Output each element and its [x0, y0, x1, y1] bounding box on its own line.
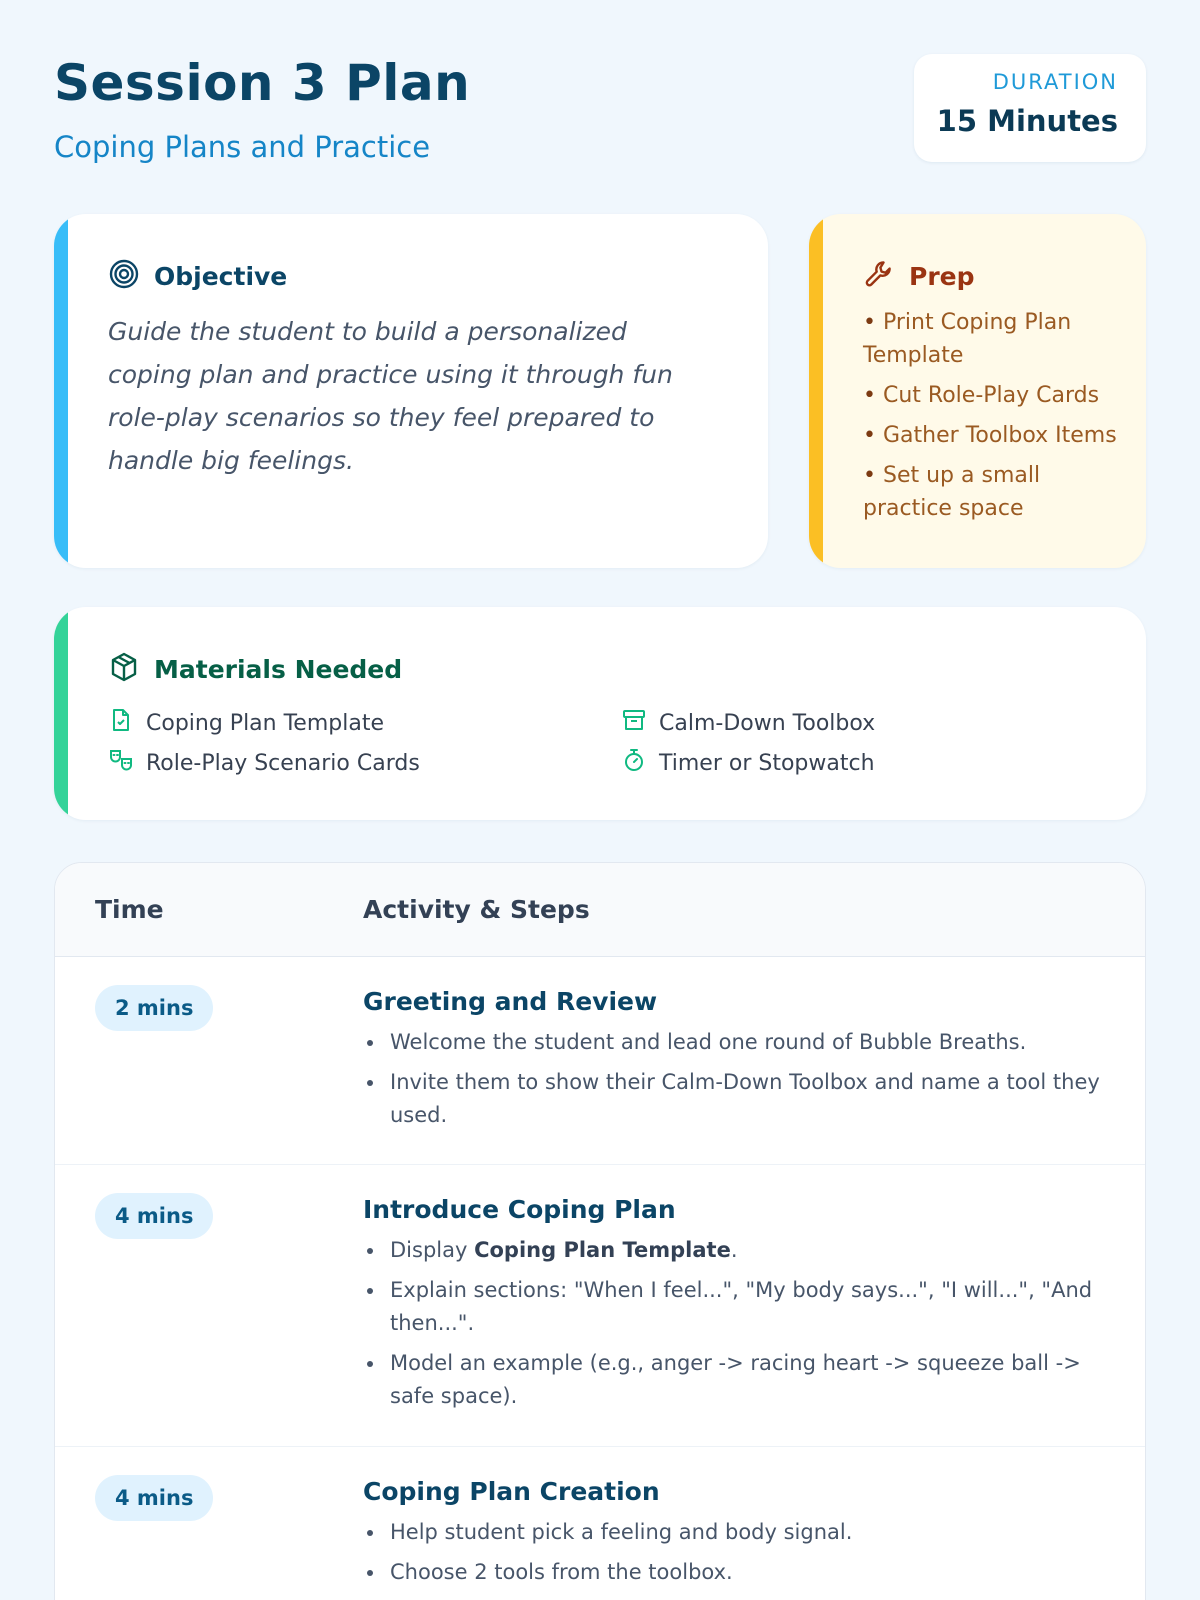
objective-text: Guide the student to build a personalized coping plan and practice using it through fun role-play scenarios so they feel prepared to handle big feelings.: [108, 317, 673, 475]
page-title: Session 3 Plan: [54, 54, 471, 112]
material-item: [621, 707, 1101, 739]
step-text: .: [730, 1238, 738, 1262]
time-pill: 2 mins: [95, 985, 213, 1031]
step-item: [363, 1234, 1103, 1267]
objective-heading: Objective: [154, 261, 288, 291]
step-item: Choose 2 tools from the toolbox.: [363, 1556, 1103, 1589]
box-icon: [108, 651, 140, 687]
step-item: Explain sections: "When I feel...", "My body says...", "I will...", "And then...".: [363, 1274, 1103, 1340]
column-header-activity: Activity & Steps: [363, 895, 590, 924]
activity-title: Coping Plan Creation: [363, 1477, 660, 1506]
step-item: Help student pick a feeling and body signal.: [363, 1516, 1103, 1549]
materials-heading: Materials Needed: [154, 654, 403, 684]
objective-header: [108, 258, 287, 294]
material-label: Coping Plan Template: [146, 710, 384, 736]
activity-title: Greeting and Review: [363, 987, 658, 1016]
materials-list: [108, 707, 1108, 779]
activity-table: [54, 862, 1146, 1600]
file-icon: [108, 707, 134, 739]
prep-item: • Cut Role-Play Cards: [863, 379, 1125, 412]
step-item: Invite them to show their Calm-Down Toolbox and name a tool they used.: [363, 1066, 1103, 1132]
step-list: [363, 1026, 1103, 1132]
step-list: [363, 1234, 1103, 1413]
prep-heading: Prep: [909, 261, 975, 291]
column-header-time: Time: [95, 895, 164, 924]
stopwatch-icon: [621, 747, 647, 779]
wrench-icon: [863, 258, 895, 294]
activity-cell: [363, 1447, 1103, 1589]
activity-cell: [363, 1165, 1103, 1413]
table-row: [55, 1165, 1145, 1447]
materials-card: [54, 607, 1146, 820]
page-subtitle: Coping Plans and Practice: [54, 130, 431, 164]
time-pill: 4 mins: [95, 1475, 213, 1521]
prep-item: • Print Coping Plan Template: [863, 306, 1125, 372]
prep-card: [809, 214, 1146, 568]
target-icon: [108, 258, 140, 294]
materials-header: [108, 651, 402, 687]
duration-label: DURATION: [992, 70, 1118, 94]
drama-masks-icon: [108, 747, 134, 779]
material-item: [108, 747, 621, 779]
step-list: [363, 1516, 1103, 1589]
step-text: Display: [390, 1238, 475, 1262]
table-row: [55, 1447, 1145, 1600]
activity-title: Introduce Coping Plan: [363, 1195, 676, 1224]
step-bold-text: Coping Plan Template: [474, 1238, 731, 1262]
step-item: Model an example (e.g., anger -> racing heart -> squeeze ball -> safe space).: [363, 1347, 1103, 1413]
prep-list: [863, 306, 1125, 532]
material-item: [621, 747, 1101, 779]
prep-item: • Gather Toolbox Items: [863, 419, 1125, 452]
prep-header: [863, 258, 975, 294]
material-label: Calm-Down Toolbox: [659, 710, 876, 736]
activity-cell: [363, 957, 1103, 1132]
step-item: Welcome the student and lead one round of Bubble Breaths.: [363, 1026, 1103, 1059]
table-row: [55, 957, 1145, 1165]
time-pill: 4 mins: [95, 1193, 213, 1239]
material-label: Role-Play Scenario Cards: [146, 750, 420, 776]
material-item: [108, 707, 621, 739]
prep-item: • Set up a small practice space: [863, 459, 1125, 525]
archive-icon: [621, 707, 647, 739]
table-header: [55, 863, 1145, 957]
material-label: Timer or Stopwatch: [659, 750, 875, 776]
duration-badge: [914, 54, 1146, 162]
objective-card: [54, 214, 768, 568]
duration-value: 15 Minutes: [936, 104, 1118, 138]
